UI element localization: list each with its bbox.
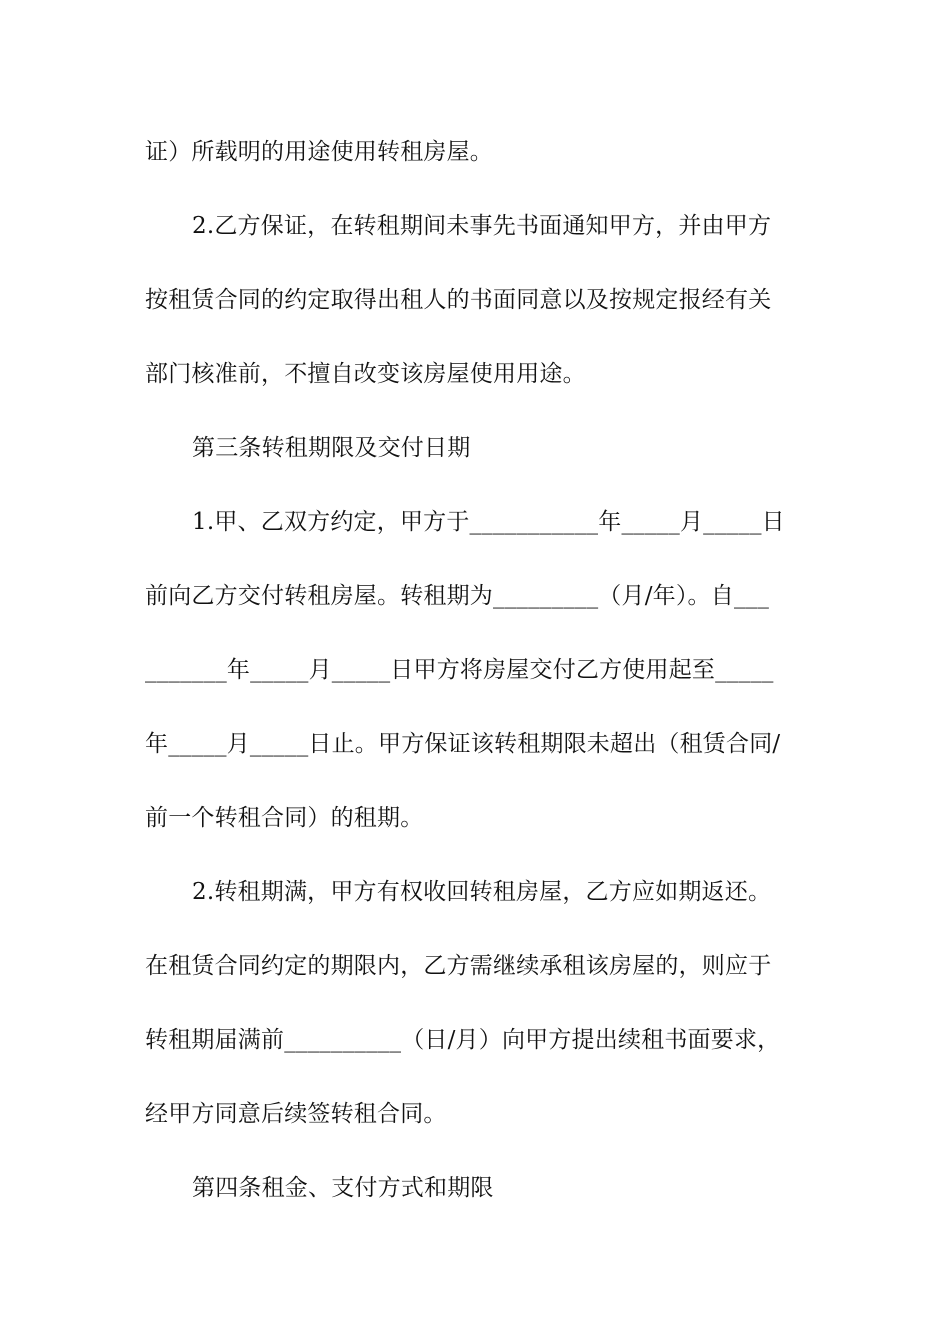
paragraph-line: 经甲方同意后续签转租合同。 (145, 1101, 447, 1127)
paragraph-line: 在租赁合同约定的期限内，乙方需继续承租该房屋的，则应于 (145, 953, 772, 979)
section-heading: 第三条转租期限及交付日期 (192, 435, 471, 461)
paragraph-line: 转租期届满前__________（日/月）向甲方提出续租书面要求， (145, 1027, 781, 1053)
paragraph-line: 按租赁合同的约定取得出租人的书面同意以及按规定报经有关 (145, 287, 772, 313)
paragraph-line: 年_____月_____日止。甲方保证该转租期限未超出（租赁合同/ (145, 731, 781, 757)
paragraph-line: 2.转租期满，甲方有权收回转租房屋，乙方应如期返还。 (192, 879, 772, 905)
paragraph-line: 1.甲、乙双方约定，甲方于___________年_____月_____日 (192, 509, 785, 535)
paragraph-line: 部门核准前，不擅自改变该房屋使用用途。 (145, 361, 586, 387)
paragraph-line: 前一个转租合同）的租期。 (145, 805, 424, 831)
paragraph-line: _______年_____月_____日甲方将房屋交付乙方使用起至_____ (145, 657, 774, 683)
section-heading: 第四条租金、支付方式和期限 (192, 1175, 494, 1201)
paragraph-line: 证）所载明的用途使用转租房屋。 (145, 139, 493, 165)
paragraph-line: 2.乙方保证，在转租期间未事先书面通知甲方，并由甲方 (192, 213, 772, 239)
paragraph-line: 前向乙方交付转租房屋。转租期为_________（月/年）。自___ (145, 583, 770, 609)
